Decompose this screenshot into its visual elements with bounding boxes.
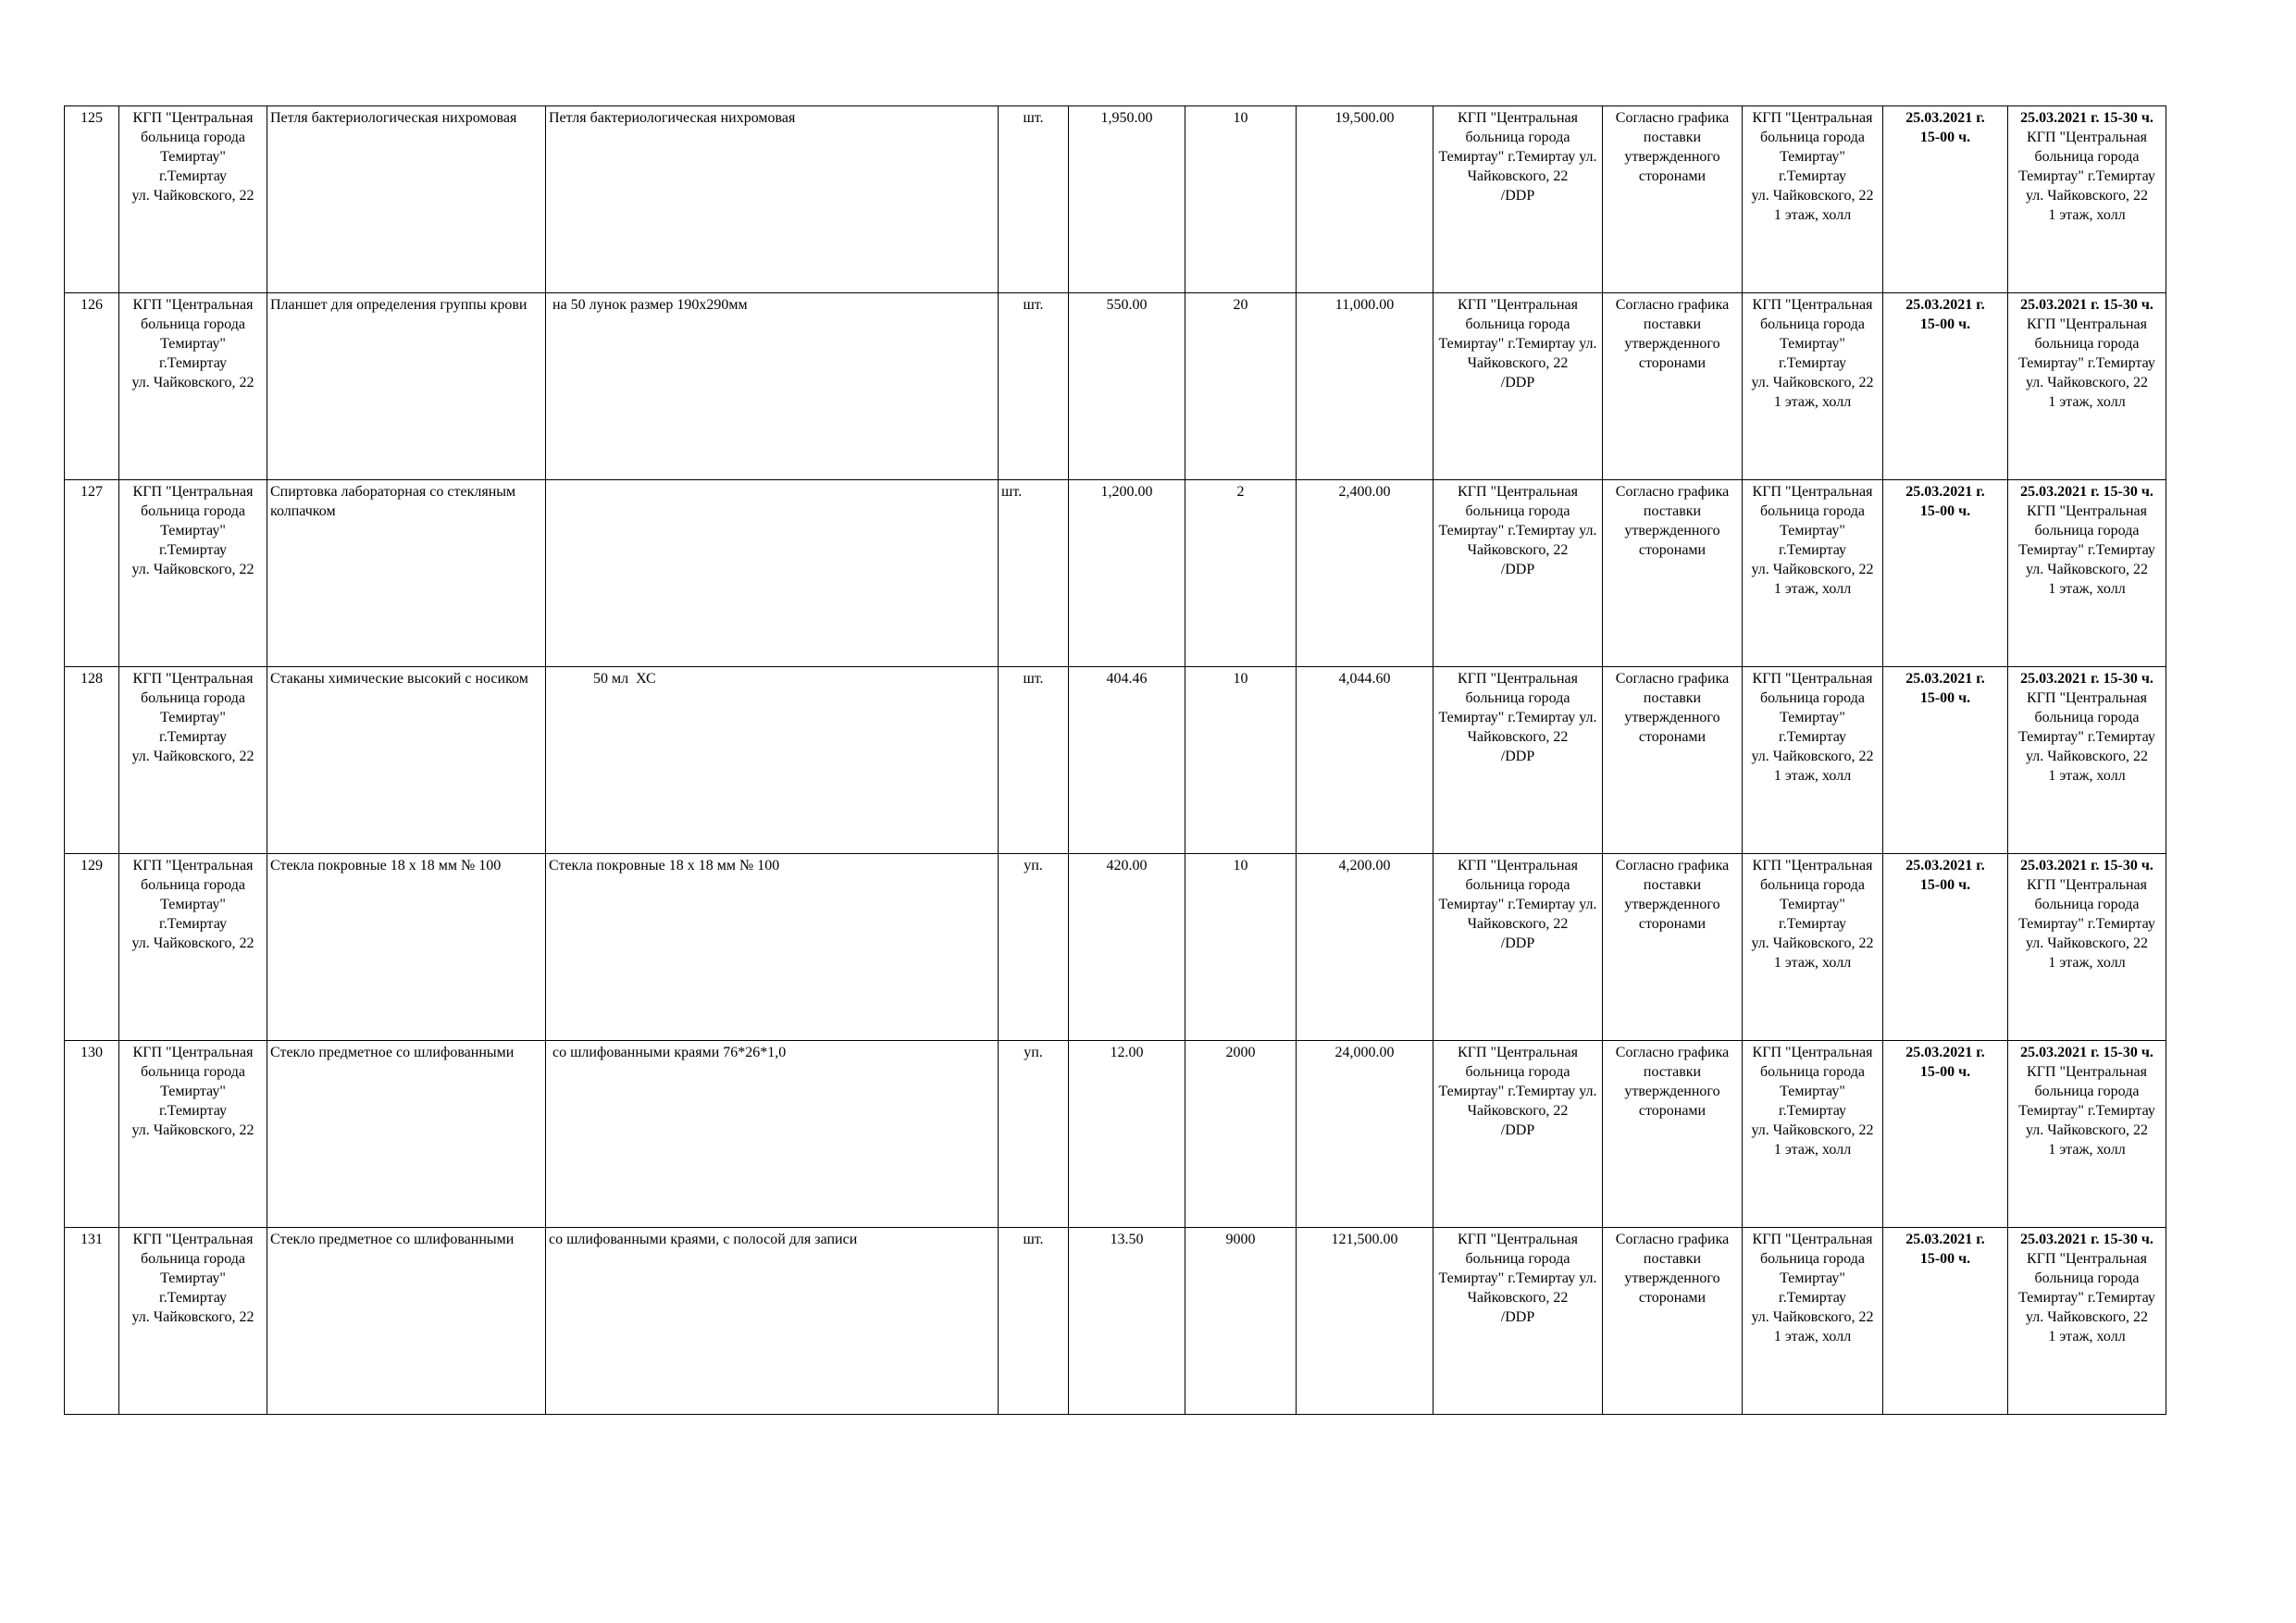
row-number: 128 xyxy=(65,667,119,854)
deadline-cell: 25.03.2021 г. 15-00 ч. xyxy=(1883,667,2008,854)
opening-cell xyxy=(2008,293,2166,480)
price-cell: 1,950.00 xyxy=(1069,106,1185,293)
delivery-term-cell: Согласно графика поставки утвержденного сторонами xyxy=(1603,667,1743,854)
item-name-cell: Стекло предметное со шлифованными xyxy=(267,1228,546,1415)
item-description-cell: на 50 лунок размер 190х290мм xyxy=(546,293,999,480)
deadline-cell: 25.03.2021 г. 15-00 ч. xyxy=(1883,480,2008,667)
opening-place: КГП "Центральная больница города Темиртау" г.Темиртау ул. Чайковского, 22 1 этаж, холл xyxy=(2018,316,2155,410)
row-number: 127 xyxy=(65,480,119,667)
customer-cell: КГП "Центральная больница города Темиртау" г.Темиртау ул. Чайковского, 22 xyxy=(119,1228,267,1415)
item-name-cell: Стекла покровные 18 х 18 мм № 100 xyxy=(267,854,546,1041)
price-cell: 12.00 xyxy=(1069,1041,1185,1228)
sum-cell: 2,400.00 xyxy=(1297,480,1433,667)
submission-place-cell: КГП "Центральная больница города Темиртау" г.Темиртау ул. Чайковского, 22 1 этаж, холл xyxy=(1743,1228,1883,1415)
customer-cell: КГП "Центральная больница города Темиртау" г.Темиртау ул. Чайковского, 22 xyxy=(119,106,267,293)
table-row xyxy=(65,854,2166,1041)
opening-cell xyxy=(2008,480,2166,667)
item-description-cell: Петля бактериологическая нихромовая xyxy=(546,106,999,293)
opening-place: КГП "Центральная больница города Темиртау" г.Темиртау ул. Чайковского, 22 1 этаж, холл xyxy=(2018,503,2155,597)
opening-datetime: 25.03.2021 г. 15-30 ч. xyxy=(2020,1045,2153,1060)
sum-cell: 121,500.00 xyxy=(1297,1228,1433,1415)
opening-datetime: 25.03.2021 г. 15-30 ч. xyxy=(2020,671,2153,687)
row-number: 125 xyxy=(65,106,119,293)
delivery-place-cell: КГП "Центральная больница города Темиртау" г.Темиртау ул. Чайковского, 22 /DDP xyxy=(1433,293,1603,480)
quantity-cell: 2000 xyxy=(1185,1041,1297,1228)
unit-cell: шт. xyxy=(999,1228,1069,1415)
unit-cell: шт. xyxy=(999,293,1069,480)
row-number: 130 xyxy=(65,1041,119,1228)
deadline-cell: 25.03.2021 г. 15-00 ч. xyxy=(1883,854,2008,1041)
customer-cell: КГП "Центральная больница города Темиртау" г.Темиртау ул. Чайковского, 22 xyxy=(119,854,267,1041)
delivery-place-cell: КГП "Центральная больница города Темиртау" г.Темиртау ул. Чайковского, 22 /DDP xyxy=(1433,106,1603,293)
opening-place: КГП "Центральная больница города Темиртау" г.Темиртау ул. Чайковского, 22 1 этаж, холл xyxy=(2018,690,2155,784)
item-name-cell: Петля бактериологическая нихромовая xyxy=(267,106,546,293)
table-row xyxy=(65,293,2166,480)
unit-cell: уп. xyxy=(999,1041,1069,1228)
row-number: 129 xyxy=(65,854,119,1041)
unit-cell: шт. xyxy=(999,480,1069,667)
table-row xyxy=(65,1228,2166,1415)
price-cell: 420.00 xyxy=(1069,854,1185,1041)
submission-place-cell: КГП "Центральная больница города Темиртау" г.Темиртау ул. Чайковского, 22 1 этаж, холл xyxy=(1743,1041,1883,1228)
opening-datetime: 25.03.2021 г. 15-30 ч. xyxy=(2020,297,2153,313)
unit-cell: шт. xyxy=(999,667,1069,854)
row-number: 126 xyxy=(65,293,119,480)
delivery-place-cell: КГП "Центральная больница города Темиртау" г.Темиртау ул. Чайковского, 22 /DDP xyxy=(1433,1041,1603,1228)
procurement-table xyxy=(64,105,2166,1415)
submission-place-cell: КГП "Центральная больница города Темиртау" г.Темиртау ул. Чайковского, 22 1 этаж, холл xyxy=(1743,667,1883,854)
item-description-cell: Стекла покровные 18 х 18 мм № 100 xyxy=(546,854,999,1041)
opening-cell xyxy=(2008,854,2166,1041)
item-description-cell: со шлифованными краями 76*26*1,0 xyxy=(546,1041,999,1228)
customer-cell: КГП "Центральная больница города Темиртау" г.Темиртау ул. Чайковского, 22 xyxy=(119,480,267,667)
quantity-cell: 10 xyxy=(1185,667,1297,854)
quantity-cell: 2 xyxy=(1185,480,1297,667)
deadline-cell: 25.03.2021 г. 15-00 ч. xyxy=(1883,1041,2008,1228)
sum-cell: 19,500.00 xyxy=(1297,106,1433,293)
delivery-term-cell: Согласно графика поставки утвержденного сторонами xyxy=(1603,480,1743,667)
opening-datetime: 25.03.2021 г. 15-30 ч. xyxy=(2020,110,2153,126)
price-cell: 1,200.00 xyxy=(1069,480,1185,667)
sum-cell: 11,000.00 xyxy=(1297,293,1433,480)
opening-place: КГП "Центральная больница города Темиртау" г.Темиртау ул. Чайковского, 22 1 этаж, холл xyxy=(2018,1251,2155,1344)
delivery-place-cell: КГП "Центральная больница города Темиртау" г.Темиртау ул. Чайковского, 22 /DDP xyxy=(1433,1228,1603,1415)
row-number: 131 xyxy=(65,1228,119,1415)
opening-cell xyxy=(2008,106,2166,293)
quantity-cell: 10 xyxy=(1185,854,1297,1041)
table-body xyxy=(65,106,2166,1415)
price-cell: 13.50 xyxy=(1069,1228,1185,1415)
unit-cell: шт. xyxy=(999,106,1069,293)
delivery-term-cell: Согласно графика поставки утвержденного сторонами xyxy=(1603,293,1743,480)
item-name-cell: Стаканы химические высокий с носиком xyxy=(267,667,546,854)
customer-cell: КГП "Центральная больница города Темиртау" г.Темиртау ул. Чайковского, 22 xyxy=(119,1041,267,1228)
delivery-place-cell: КГП "Центральная больница города Темиртау" г.Темиртау ул. Чайковского, 22 /DDP xyxy=(1433,667,1603,854)
table-row xyxy=(65,480,2166,667)
customer-cell: КГП "Центральная больница города Темиртау" г.Темиртау ул. Чайковского, 22 xyxy=(119,667,267,854)
item-description-cell: 50 мл ХС xyxy=(546,667,999,854)
unit-cell: уп. xyxy=(999,854,1069,1041)
item-description-cell xyxy=(546,480,999,667)
opening-place: КГП "Центральная больница города Темиртау" г.Темиртау ул. Чайковского, 22 1 этаж, холл xyxy=(2018,130,2155,223)
item-name-cell: Спиртовка лабораторная со стекляным колпачком xyxy=(267,480,546,667)
delivery-place-cell: КГП "Центральная больница города Темиртау" г.Темиртау ул. Чайковского, 22 /DDP xyxy=(1433,854,1603,1041)
deadline-cell: 25.03.2021 г. 15-00 ч. xyxy=(1883,1228,2008,1415)
sum-cell: 24,000.00 xyxy=(1297,1041,1433,1228)
submission-place-cell: КГП "Центральная больница города Темиртау" г.Темиртау ул. Чайковского, 22 1 этаж, холл xyxy=(1743,854,1883,1041)
quantity-cell: 9000 xyxy=(1185,1228,1297,1415)
submission-place-cell: КГП "Центральная больница города Темиртау" г.Темиртау ул. Чайковского, 22 1 этаж, холл xyxy=(1743,480,1883,667)
quantity-cell: 20 xyxy=(1185,293,1297,480)
opening-datetime: 25.03.2021 г. 15-30 ч. xyxy=(2020,1232,2153,1247)
deadline-cell: 25.03.2021 г. 15-00 ч. xyxy=(1883,293,2008,480)
delivery-term-cell: Согласно графика поставки утвержденного сторонами xyxy=(1603,1228,1743,1415)
delivery-term-cell: Согласно графика поставки утвержденного сторонами xyxy=(1603,854,1743,1041)
submission-place-cell: КГП "Центральная больница города Темиртау" г.Темиртау ул. Чайковского, 22 1 этаж, холл xyxy=(1743,293,1883,480)
opening-datetime: 25.03.2021 г. 15-30 ч. xyxy=(2020,858,2153,873)
item-name-cell: Планшет для определения группы крови xyxy=(267,293,546,480)
sum-cell: 4,044.60 xyxy=(1297,667,1433,854)
quantity-cell: 10 xyxy=(1185,106,1297,293)
price-cell: 550.00 xyxy=(1069,293,1185,480)
sum-cell: 4,200.00 xyxy=(1297,854,1433,1041)
price-cell: 404.46 xyxy=(1069,667,1185,854)
item-description-cell: со шлифованными краями, с полосой для записи xyxy=(546,1228,999,1415)
opening-cell xyxy=(2008,1228,2166,1415)
deadline-cell: 25.03.2021 г. 15-00 ч. xyxy=(1883,106,2008,293)
table-row xyxy=(65,1041,2166,1228)
opening-cell xyxy=(2008,667,2166,854)
customer-cell: КГП "Центральная больница города Темиртау" г.Темиртау ул. Чайковского, 22 xyxy=(119,293,267,480)
opening-cell xyxy=(2008,1041,2166,1228)
opening-place: КГП "Центральная больница города Темиртау" г.Темиртау ул. Чайковского, 22 1 этаж, холл xyxy=(2018,877,2155,971)
delivery-term-cell: Согласно графика поставки утвержденного сторонами xyxy=(1603,1041,1743,1228)
opening-datetime: 25.03.2021 г. 15-30 ч. xyxy=(2020,484,2153,500)
opening-place: КГП "Центральная больница города Темиртау" г.Темиртау ул. Чайковского, 22 1 этаж, холл xyxy=(2018,1064,2155,1158)
item-name-cell: Стекло предметное со шлифованными xyxy=(267,1041,546,1228)
delivery-place-cell: КГП "Центральная больница города Темиртау" г.Темиртау ул. Чайковского, 22 /DDP xyxy=(1433,480,1603,667)
submission-place-cell: КГП "Центральная больница города Темиртау" г.Темиртау ул. Чайковского, 22 1 этаж, холл xyxy=(1743,106,1883,293)
table-row xyxy=(65,106,2166,293)
table-row xyxy=(65,667,2166,854)
delivery-term-cell: Согласно графика поставки утвержденного сторонами xyxy=(1603,106,1743,293)
